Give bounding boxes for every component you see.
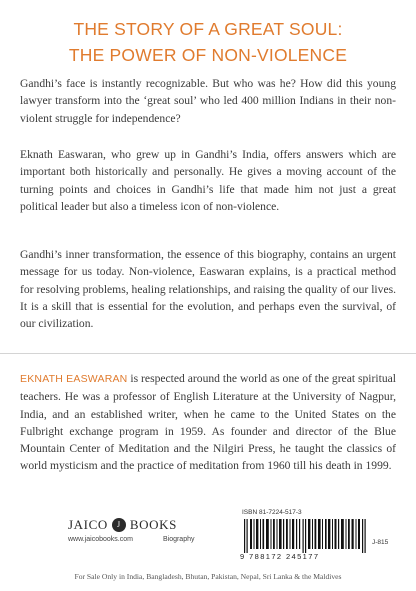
barcode-block [240, 509, 390, 561]
blurb-paragraph-3 [20, 246, 396, 332]
author-bio-body: is respected around the world as one of the great spiritual teachers. He was a professor of English Literature at the University of Nagpur, India, and an established writer, when he came to the United States on the Fulbright exchange program in 1959. As founder and director of the Blue Mountain Center of Meditation and the Nilgiri Press, he taught the classics of world mysticism and the practice of meditation from 1960 till his death in 1999. [20, 372, 396, 473]
publisher-website: www.jaicobooks.com [68, 536, 133, 543]
publisher-logo [68, 517, 218, 533]
section-divider [0, 353, 416, 354]
barcode-icon [242, 519, 372, 553]
author-name: EKNATH EASWARAN [20, 373, 128, 385]
blurb-paragraph-2 [20, 146, 396, 215]
publisher-name-right: BOOKS [129, 517, 177, 532]
blurb-paragraph-2-text: Eknath Easwaran, who grew up in Gandhi’s India, offers answers which are important both historically and personally. He gives a moving account of the turning points and choices in Gandhi’s life that made him not just a great political leader but also a timeless icon of non-violence. [20, 148, 396, 213]
isbn-label: ISBN 81-7224-517-3 [242, 509, 302, 516]
publisher-block [68, 517, 218, 543]
headline-line-2: THE POWER OF NON-VIOLENCE [68, 45, 348, 65]
author-bio [20, 370, 396, 475]
publisher-name-left: JAICO [68, 517, 108, 532]
blurb-paragraph-1-text: Gandhi’s face is instantly recognizable. But who was he? How did this young lawyer transform into the ‘great soul’ who led 400 million Indians in their non-violent struggle for independence? [20, 77, 396, 125]
publisher-meta [68, 536, 218, 543]
book-category: Biography [162, 536, 195, 543]
blurb-paragraph-1 [20, 75, 396, 127]
sale-territory-notice: For Sale Only in India, Bangladesh, Bhutan, Pakistan, Nepal, Sri Lanka & the Maldives [74, 572, 342, 581]
headline-line-1: THE STORY OF A GREAT SOUL: [73, 19, 343, 39]
headline [0, 16, 416, 68]
author-bio-text [20, 370, 396, 475]
blurb-paragraph-3-text: Gandhi’s inner transformation, the essence of this biography, contains an urgent message for us today. Non-violence, Easwaran explains, is a practical method for resolving problems, healing relationships, and raising the quality of our lives. It is a skill that is essential for the evolution, and perhaps even the survival, of our civilization. [20, 248, 396, 331]
publisher-emblem-icon: J [112, 518, 126, 532]
barcode-digits: 9 788172 245177 [240, 552, 320, 561]
catalog-code: J-815 [372, 539, 389, 546]
